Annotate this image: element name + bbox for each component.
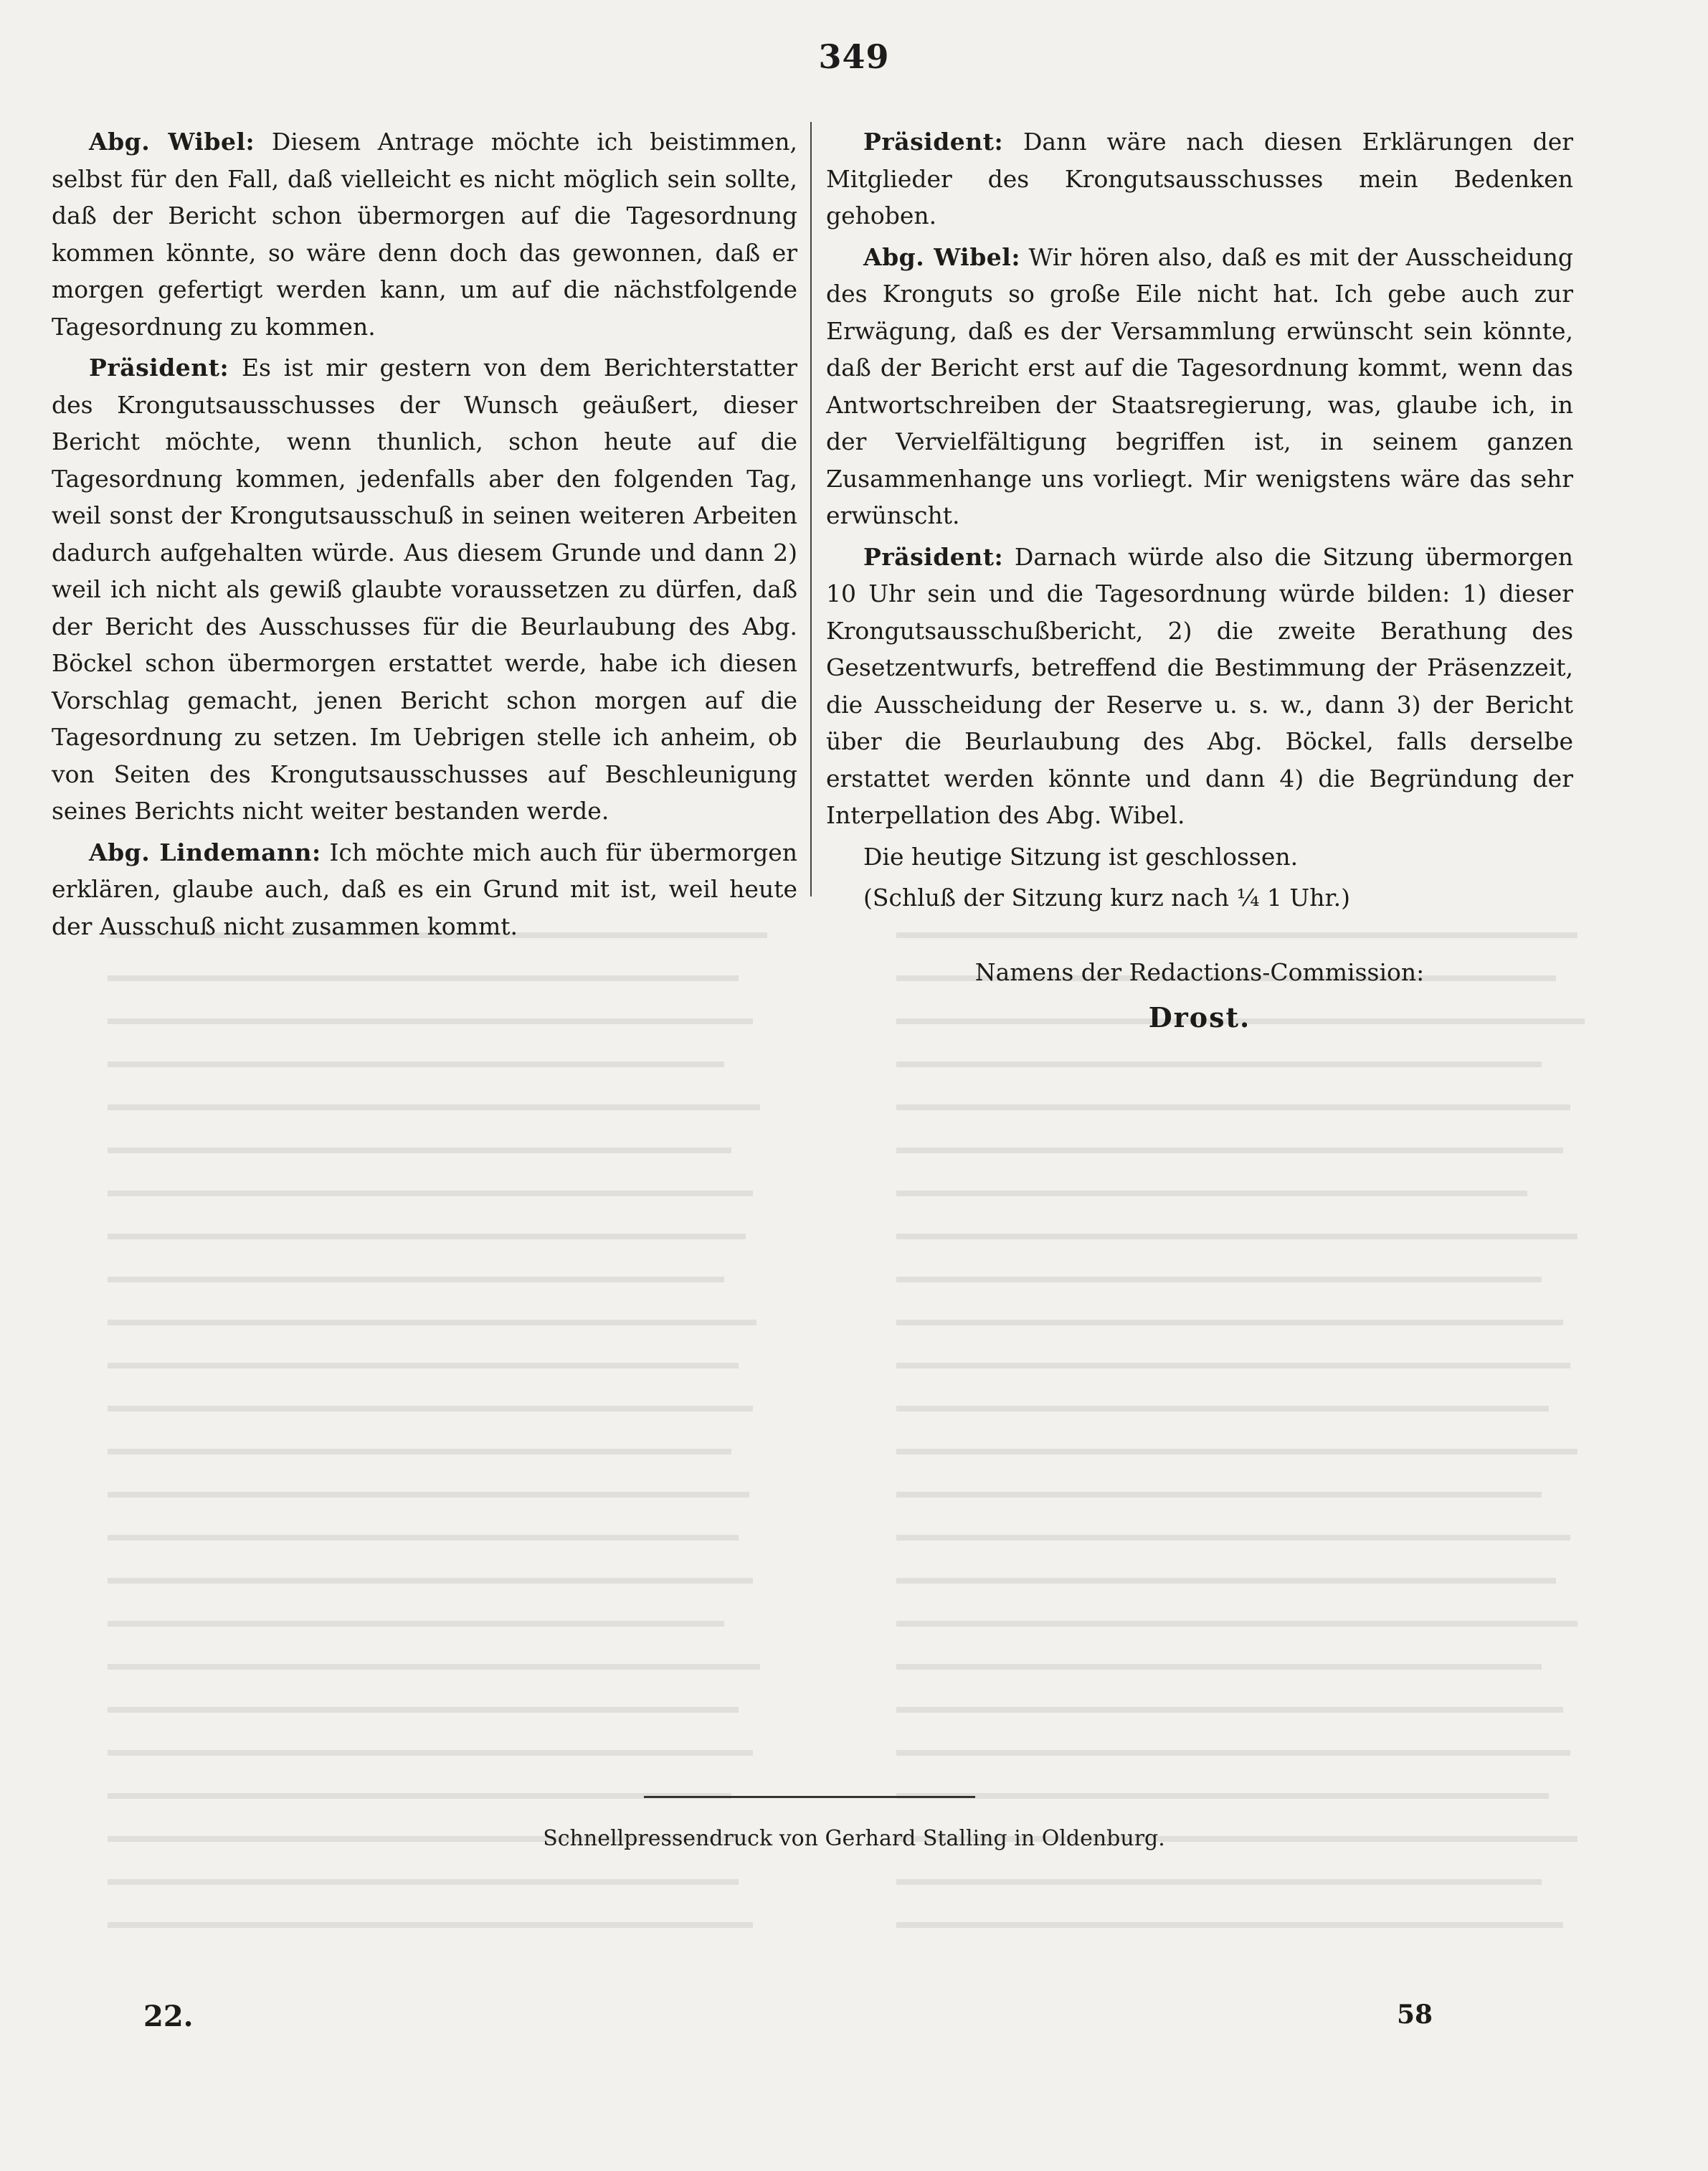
paragraph [52,349,797,830]
paragraph [826,239,1573,534]
footer-rule [644,1796,975,1798]
sheet-number: 58 [1397,2000,1433,2030]
speech-text: Es ist mir gestern von dem Berichterstatter des Krongutsausschusses der Wunsch geäußert, dieser Bericht möchte, wenn thunlich, schon heute auf die Tagesordnung kommen, jedenfalls aber den folgenden Tag, weil sonst der Krongutsausschuß in seinen weiteren Arbeiten dadurch aufgehalten würde. Aus diesem Grunde und dann 2) weil ich nicht als gewiß glaubte voraussetzen zu dürfen, daß der Bericht des Ausschusses für die Beurlaubung des Abg. Böckel schon übermorgen erstattet werde, habe ich diesen Vorschlag gemacht, jenen Bericht schon morgen auf die Tagesordnung zu setzen. Im Uebrigen stelle ich anheim, ob von Seiten des Krongutsausschusses auf Beschleunigung seines Berichts nicht weiter bestanden werde. [52,354,797,825]
paragraph [826,539,1573,834]
paragraph [52,834,797,945]
speech-text: Ich möchte mich auch für übermorgen erklären, glaube auch, daß es ein Grund mit ist, weil heute der Ausschuß nicht zusammen kommt. [52,838,797,940]
left-column [52,123,797,949]
closing-line: Die heutige Sitzung ist geschlossen. [863,842,1299,871]
paragraph [826,123,1573,235]
speaker-label: Abg. Lindemann: [89,838,321,866]
speaker-label: Präsident: [863,542,1004,571]
printer-imprint: Schnellpressendruck von Gerhard Stalling in Oldenburg. [543,1826,1165,1851]
right-column [826,123,1573,1036]
session-end-note: (Schluß der Sitzung kurz nach ¼ 1 Uhr.) [863,884,1350,912]
speaker-label: Präsident: [89,354,229,382]
speech-text: Wir hören also, daß es mit der Ausscheidung des Kronguts so große Eile nicht hat. Ich gebe auch zur Erwägung, daß es der Versammlung erwünscht sein könnte, daß der Bericht erst auf die Tagesordnung kommt, wenn das Antwortschreiben der Staatsregierung, was, glaube ich, in der Vervielfältigung begriffen ist, in seinem ganzen Zusammenhange uns vorliegt. Mir wenigstens wäre das sehr erwünscht. [826,242,1573,529]
speech-text: Dann wäre nach diesen Erklärungen der Mitglieder des Krongutsausschusses mein Bedenken gehoben. [826,128,1573,230]
column-divider [810,122,812,897]
signature-mark: 22. [143,2000,194,2033]
speaker-label: Abg. Wibel: [863,242,1021,271]
signature-title: Namens der Redactions-Commission: [974,957,1425,986]
speech-text: Darnach würde also die Sitzung übermorgen 10 Uhr sein und die Tagesordnung würde bilden: 1) dieser Krongutsausschußbericht, 2) die zweite Berathung des Gesetzentwurfs, betreffend die Bestimmung der Präsenzzeit, die Ausscheidung der Reserve u. s. w., dann 3) der Bericht über die Beurlaubung des Abg. Böckel, falls derselbe erstattet werden könnte und dann 4) die Begründung der Interpellation des Abg. Wibel. [826,542,1573,829]
paragraph [52,123,797,345]
page-number: 349 [818,37,890,76]
signature-name: Drost. [1148,1001,1251,1034]
speaker-label: Abg. Wibel: [89,128,255,156]
speaker-label: Präsident: [863,128,1004,156]
speech-text: Diesem Antrage möchte ich beistimmen, selbst für den Fall, daß vielleicht es nicht möglich sein sollte, daß der Bericht schon übermorgen auf die Tagesordnung kommen könnte, so wäre denn doch das gewonnen, daß er morgen gefertigt werden kann, um auf die nächstfolgende Tagesordnung zu kommen. [52,128,797,341]
